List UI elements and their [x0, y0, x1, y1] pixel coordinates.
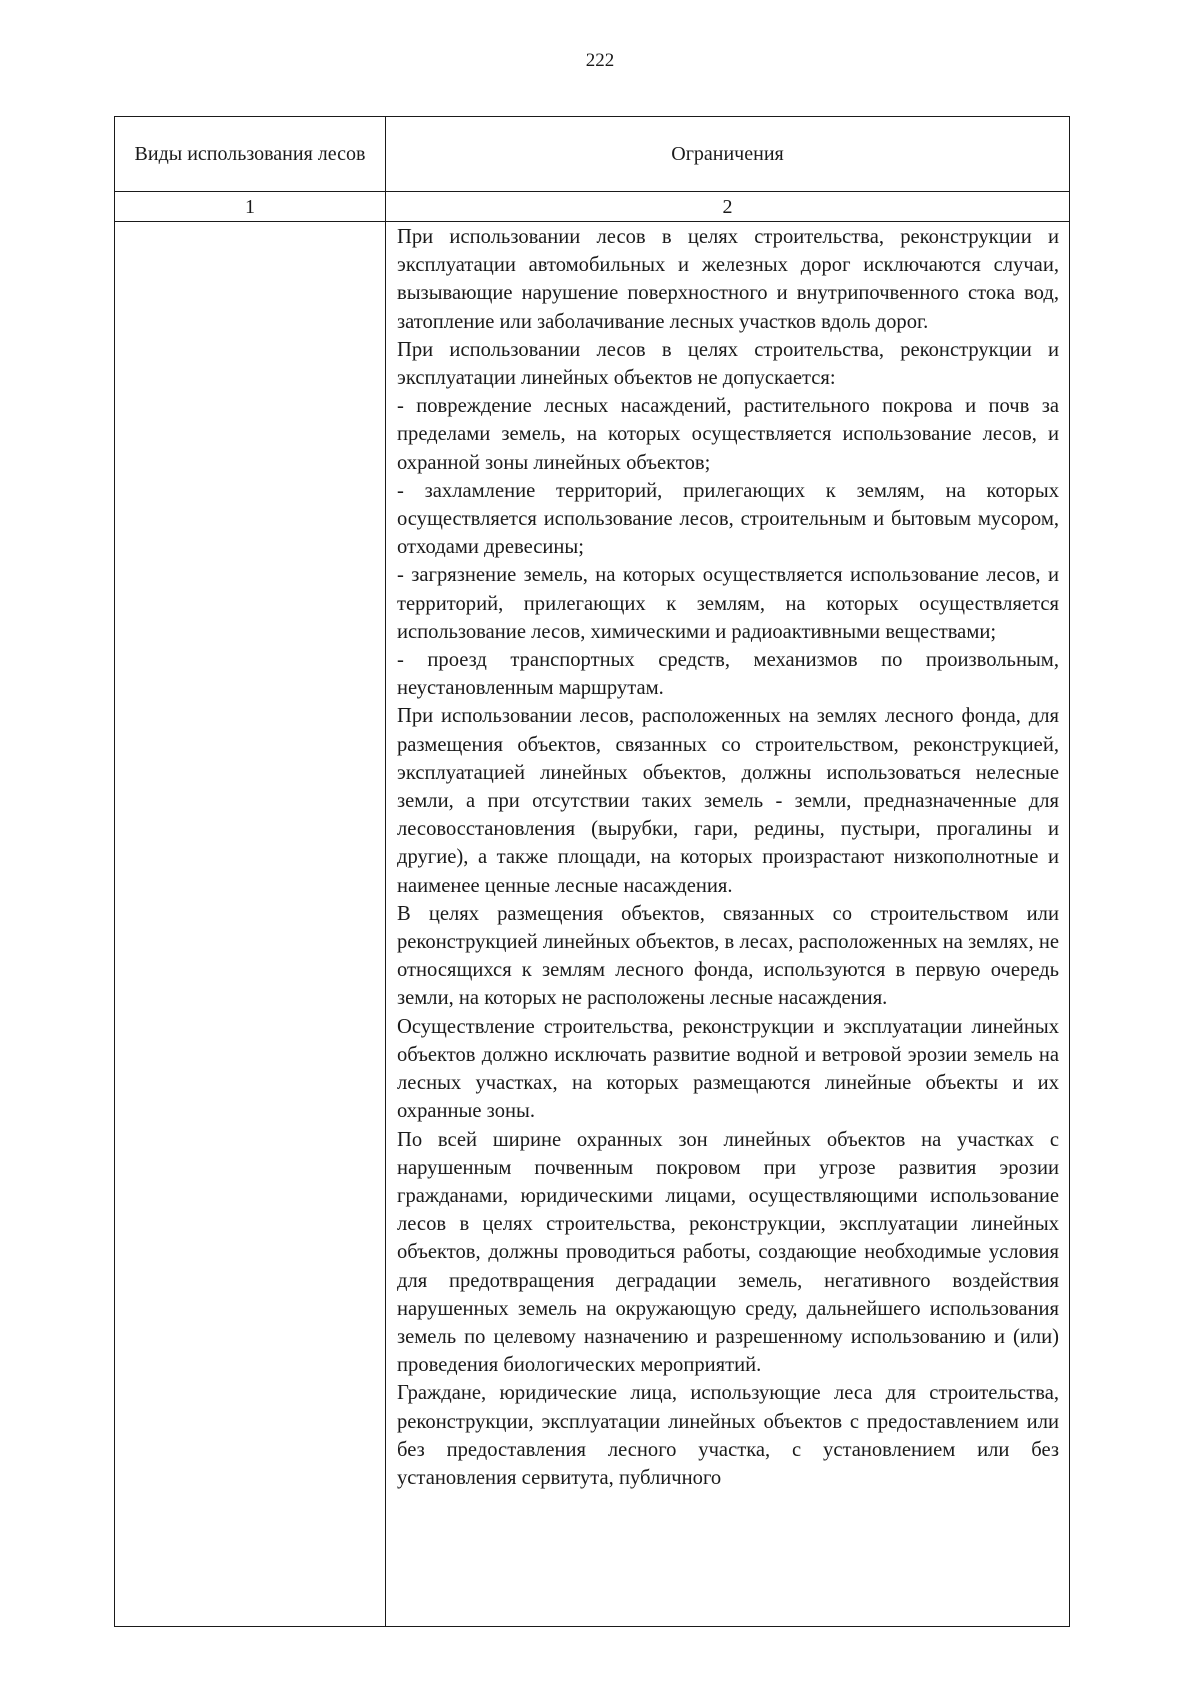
paragraph: При использовании лесов в целях строительства, реконструкции и эксплуатации линейных объектов не допускается:	[397, 338, 1059, 390]
header-restrictions-label: Ограничения	[671, 142, 784, 165]
restrictions-text	[386, 222, 1069, 1492]
paragraph: При использовании лесов, расположенных на землях лесного фонда, для размещения объектов, связанных со строительством, реконструкцией, эксплуатацией линейных объектов, должны использоваться нелесные земли, а при отсутствии таких земель - земли, предназначенные для лесовосстановления (вырубки, гари, редины, пустыри, прогалины и другие), а также площади, на которых произрастают низкополнотные и наименее ценные лесные насаждения.	[397, 705, 1059, 897]
column-number-2: 2	[386, 192, 1070, 222]
list-item: - проезд транспортных средств, механизмов по произвольным, неустановленным маршрутам.	[397, 649, 1059, 700]
paragraph: При использовании лесов в целях строительства, реконструкции и эксплуатации автомобильных и железных дорог исключаются случаи, вызывающие нарушение поверхностного и внутрипочвенного стока вод, затопление или заболачивание лесных участков вдоль дорог.	[397, 226, 1059, 333]
header-cell-restrictions	[386, 117, 1070, 192]
header-cell-usage-types	[115, 117, 386, 192]
usage-type-cell	[115, 222, 386, 1627]
list-item: - повреждение лесных насаждений, растительного покрова и почв за пределами земель, на которых осуществляется использование лесов, и охранной зоны линейных объектов;	[397, 395, 1059, 474]
column-number-row	[115, 192, 1070, 222]
paragraph: В целях размещения объектов, связанных со строительством или реконструкцией линейных объектов, в лесах, расположенных на землях, не относящихся к землям лесного фонда, используются в первую очередь земли, на которых не расположены лесные насаждения.	[397, 902, 1059, 1010]
page-number: 222	[585, 50, 615, 71]
column-number-1: 1	[115, 192, 386, 222]
paragraph: Граждане, юридические лица, использующие леса для строительства, реконструкции, эксплуатации линейных объектов с предоставлением или без предоставления лесного участка, с установлением или без установления сервитута, публичного	[397, 1382, 1059, 1489]
restrictions-cell	[386, 222, 1070, 1627]
list-item: - захламление территорий, прилегающих к землям, на которых осуществляется использование лесов, строительным и бытовым мусором, отходами древесины;	[397, 479, 1059, 559]
paragraph: По всей ширине охранных зон линейных объектов на участках с нарушенным почвенным покровом при угрозе развития эрозии гражданами, юридическими лицами, осуществляющими использование лесов в целях строительства, реконструкции, эксплуатации линейных объектов, должны проводиться работы, создающие необходимые условия для предотвращения деградации земель, негативного воздействия нарушенных земель на окружающую среду, дальнейшего использования земель по целевому назначению и разрешенному использованию и (или) проведения биологических мероприятий.	[397, 1128, 1059, 1377]
restrictions-table	[114, 116, 1070, 1627]
table-header-row	[115, 117, 1070, 192]
header-usage-types-label: Виды использования лесов	[134, 142, 366, 165]
table-row	[115, 222, 1070, 1627]
paragraph: Осуществление строительства, реконструкции и эксплуатации линейных объектов должно исключать развитие водной и ветровой эрозии земель на лесных участках, на которых размещаются линейные объекты и их охранные зоны.	[397, 1015, 1059, 1123]
list-item: - загрязнение земель, на которых осуществляется использование лесов, и территорий, прилегающих к землям, на которых осуществляется использование лесов, химическими и радиоактивными веществами;	[397, 564, 1059, 643]
